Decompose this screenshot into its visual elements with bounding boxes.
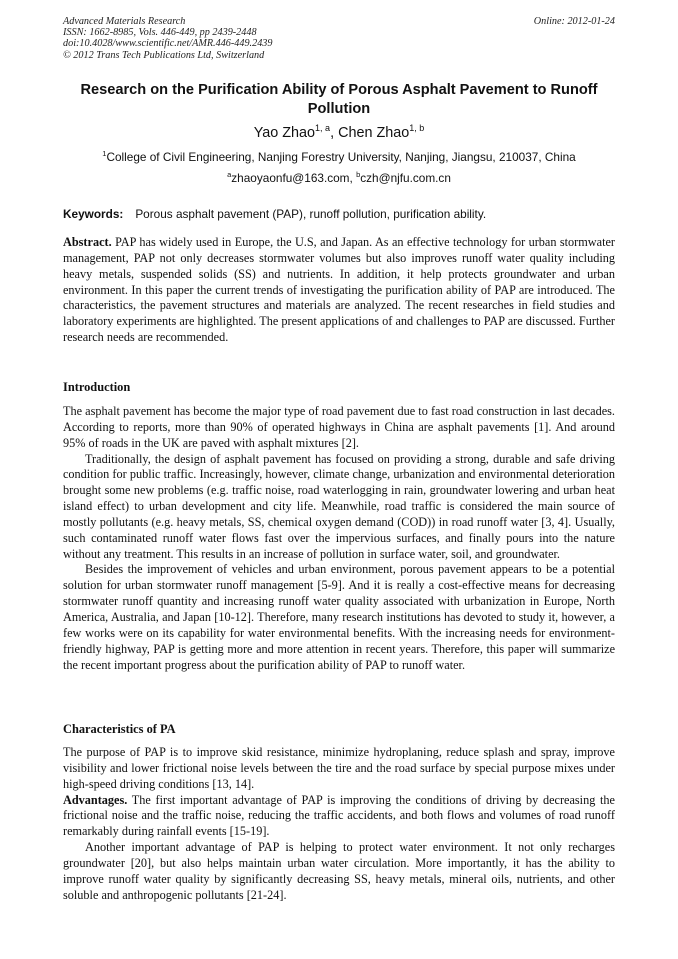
char-paragraph-advantages: [63, 793, 615, 841]
journal-name: Advanced Materials Research: [63, 16, 186, 27]
intro-paragraph-3: Besides the improvement of vehicles and urban environment, porous pavement appears to be a potential solution for urban stormwater runoff management [5-9]. And it is really a cost-effective means for decreasing stormwater runoff quantity and increasing runoff water quality associated with urbanization in Europe, North America, Australia, and Japan [10-12]. Therefore, many research institutions has devoted to study it, however, a few works were on its capability for water environmental benefits. With the increasing needs for environment-friendly highway, PAP is getting more and more attention in recent years. Therefore, this paper will summarize the recent important progress about the purification ability of PAP to runoff water.: [63, 562, 615, 672]
section-heading-characteristics: Characteristics of PA: [63, 722, 176, 736]
email-b: czh@njfu.com.cn: [360, 171, 451, 185]
journal-issn: ISSN: 1662-8985, Vols. 446-449, pp 2439-2448: [63, 27, 257, 39]
keywords-label: Keywords:: [63, 207, 124, 221]
author-2-name: Chen Zhao: [338, 125, 410, 141]
abstract-label: Abstract.: [63, 235, 112, 249]
journal-doi: doi:10.4028/www.scientific.net/AMR.446-449.2439: [63, 38, 273, 50]
intro-paragraph-1: The asphalt pavement has become the major type of road pavement due to fast road construction in last decades. According to reports, more than 90% of operated highways in China are asphalt pavements [1]. And around 95% of roads in the UK are paved with asphalt mixtures [2].: [63, 404, 615, 450]
author-2-sup: 1, b: [409, 123, 425, 133]
online-date: Online: 2012-01-24: [533, 16, 615, 27]
journal-header: [63, 16, 615, 61]
characteristics-body: [63, 745, 615, 903]
author-separator: ,: [330, 125, 339, 141]
advantages-label: Advantages.: [63, 792, 128, 807]
affiliation-text: College of Civil Engineering, Nanjing Forestry University, Nanjing, Jiangsu, 210037, China: [106, 150, 576, 164]
author-emails: [63, 171, 615, 185]
intro-paragraph-2: Traditionally, the design of asphalt pavement has focused on providing a strong, durable and safe driving condition for public traffic. Increasingly, however, climate change, urbanization and environmental deterioration brought some new problems (e.g. traffic noise, road waterlogging in rain, groundwater lowering and urban heat island effect) to urban development and city life. Meanwhile, road traffic is considered the main source of mostly pollutants (e.g. heavy metals, SS, chemical oxygen demand (COD)) in road runoff water [3, 4]. Usually, such contaminated runoff water flows fast over the impervious surfaces, and finally pours into the nature without any treatment. This results in an increase of pollution in surface water, soil, and groundwater.: [63, 451, 615, 561]
introduction-body: [63, 404, 615, 673]
advantages-text: The first important advantage of PAP is improving the conditions of driving by decreasing the frictional noise and the traffic noise, reducing the traffic accidents, and both flows and volumes of road runoff remarkably during rainfall events [15-19].: [63, 792, 615, 839]
author-1-name: Yao Zhao: [253, 125, 316, 141]
author-line: [63, 124, 615, 142]
journal-copyright: © 2012 Trans Tech Publications Ltd, Switzerland: [63, 49, 265, 61]
section-heading-introduction: Introduction: [63, 380, 131, 394]
keywords: [63, 207, 615, 221]
char-paragraph-3: Another important advantage of PAP is helping to protect water environment. It not only recharges groundwater [20], but also helps maintain urban water circulation. More importantly, it has the ability to improve runoff water quality by significantly decreasing SS, heavy metals, mineral oils, nutrients, and other soluble and anthropogenic pollutants [21-24].: [63, 840, 615, 902]
email-a: zhaoyaonfu@163.com,: [231, 171, 357, 185]
affiliation: [63, 150, 615, 164]
email-b-sup: b: [356, 170, 361, 179]
email-a-sup: a: [227, 170, 232, 179]
abstract-text: PAP has widely used in Europe, the U.S, and Japan. As an effective technology for urban stormwater management, PAP not only decreases stormwater volumes but also improves runoff water quality including heavy metals, suspended solids (SS) and nutrients. In addition, it help protects groundwater and urban environment. In this paper the current trends of investigating the purification ability of PAP are introduced. The characteristics, the pavement structures and materials are analyzed. The recent researches in field studies and laboratory experiments are highlighted. The present applications of and challenges to PAP are discussed. Further research needs are recommended.: [63, 235, 615, 345]
keywords-text: Porous asphalt pavement (PAP), runoff pollution, purification ability.: [135, 207, 487, 221]
paper-title: Research on the Purification Ability of Porous Asphalt Pavement to Runoff Pollution: [80, 82, 598, 117]
author-1-sup: 1, a: [315, 123, 331, 133]
affiliation-sup: 1: [102, 149, 107, 158]
char-paragraph-1: The purpose of PAP is to improve skid resistance, minimize hydroplaning, reduce splash and spray, improve visibility and lower frictional noise levels between the tire and the road surface by special purpose mixes under high-speed driving conditions [13, 14].: [63, 745, 615, 791]
abstract: [63, 235, 615, 346]
